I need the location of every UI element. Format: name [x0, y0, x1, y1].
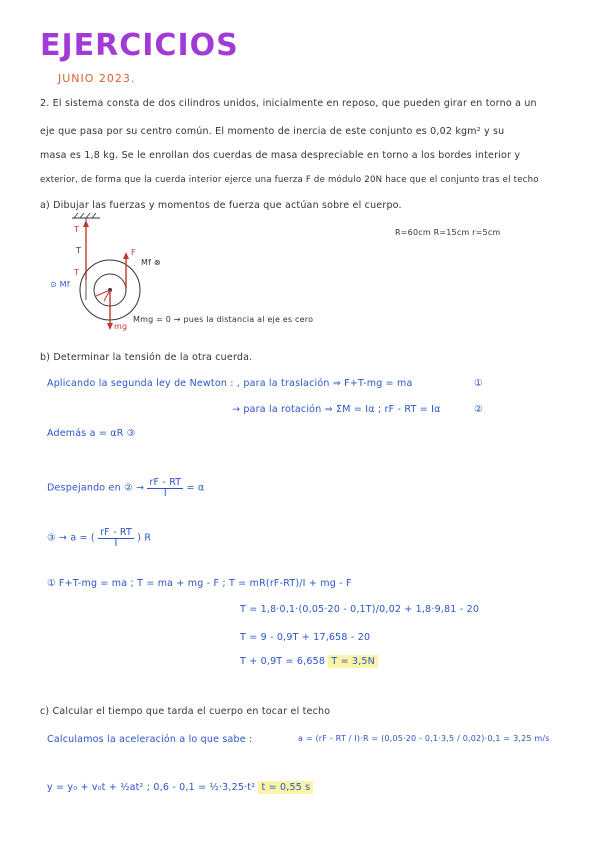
part-c-line-2: y = y₀ + v₀t + ½at² ; 0,6 - 0,1 = ½·3,25·t² t = 0,55 s — [47, 782, 313, 793]
part-b-line-4: Despejando en ② → $\frac{rF - RT}{I}$ = α — [47, 477, 205, 499]
statement-line-1: 2. El sistema consta de dos cilindros unidos, inicialmente en reposo, que pueden girar en torno a un — [40, 98, 537, 109]
part-b-line-7: T = 1,8·0,1·(0,05·20 - 0,1T)/0,02 + 1,8·9,81 - 20 — [240, 604, 480, 615]
part-b-line-1: Aplicando la segunda ley de Newton : , para la traslación ⇒ F+T-mg = ma — [47, 378, 413, 389]
statement-line-3: masa es 1,8 kg. Se le enrollan dos cuerdas de masa despreciable en torno a los bordes interior y — [40, 150, 521, 161]
part-b-line-2: → para la rotación ⇒ ΣM = Iα ; rF - RT = Iα — [232, 404, 441, 415]
part-b-line-6: ① F+T-mg = ma ; T = ma + mg - F ; T = mR(rF-RT)/I + mg - F — [47, 578, 352, 589]
tension-result: T = 3,5N — [328, 655, 378, 668]
label-Mf-in: ⊙ Mf — [50, 280, 70, 289]
force-F-arrowhead — [123, 252, 129, 259]
part-c-line-1-lead: Calculamos la aceleración a lo que sabe : — [47, 734, 253, 745]
given-values: R=60cm R=15cm r=5cm — [395, 228, 501, 237]
label-Mf-out: Mf ⊗ — [141, 258, 161, 267]
time-result: t = 0,55 s — [258, 781, 313, 794]
weight-arrowhead — [107, 323, 113, 330]
page-title: EJERCICIOS — [40, 28, 239, 63]
part-c-heading: c) Calcular el tiempo que tarda el cuerpo en tocar el techo — [40, 706, 331, 717]
equation-mark-2: ② — [474, 404, 483, 415]
equation-mark-1: ① — [474, 378, 483, 389]
part-c-line-1-formula: a = (rF - RT / I)·R = (0,05·20 - 0,1·3,5 / 0,02)·0,1 = 3,25 m/s — [298, 734, 550, 743]
label-T-mid: T — [74, 268, 80, 277]
label-T-top: T — [74, 225, 80, 234]
tension-arrowhead-top — [83, 220, 89, 227]
label-mg: mg — [114, 322, 128, 331]
part-b-heading: b) Determinar la tensión de la otra cuerda. — [40, 352, 253, 363]
ceiling-hatch — [74, 213, 96, 218]
part-b-line-8: T = 9 - 0,9T + 17,658 - 20 — [240, 632, 371, 643]
part-b-line-9: T + 0,9T = 6,658 T = 3,5N — [240, 656, 378, 667]
statement-line-4: exterior, de forma que la cuerda interior ejerce una fuerza F de módulo 20N hace que el conjunto tras el techo — [40, 175, 539, 185]
label-T-side: T — [76, 246, 82, 255]
exam-date: JUNIO 2023. — [58, 72, 136, 85]
label-F: F — [131, 248, 136, 257]
part-b-line-3: Además a = αR ③ — [47, 428, 136, 439]
moment-note: Mmg = 0 → pues la distancia al eje es cero — [133, 315, 314, 324]
statement-line-2: eje que pasa por su centro común. El momento de inercia de este conjunto es 0,02 kgm² y su — [40, 126, 505, 137]
part-b-line-5: ③ → a = ( $\frac{rF - RT}{I}$ ) R — [47, 527, 152, 549]
statement-line-5: a) Dibujar las fuerzas y momentos de fuerza que actúan sobre el cuerpo. — [40, 200, 402, 211]
